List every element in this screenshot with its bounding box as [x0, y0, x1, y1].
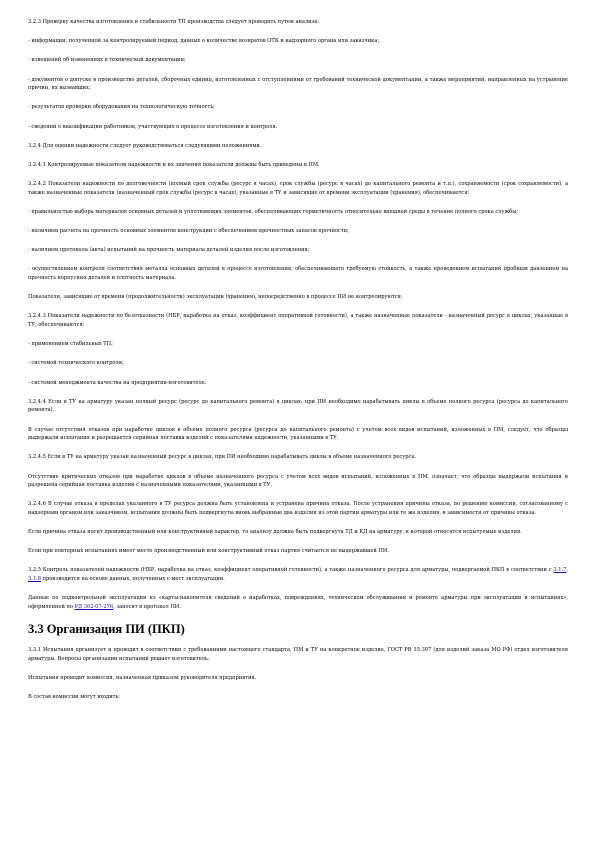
paragraph: В состав комиссии могут входить: [28, 693, 120, 700]
paragraph-text: Данные по подконтрольной эксплуатации из «карты-накопителя сведений о наработках, повреждениях, техническом обслуживании и ремонте арматуры при эксплуатации и испытаниях», оформленной по [28, 595, 568, 610]
list-item: - правильностью выбора материалов основных деталей и уплотняющих элементов, обеспечивающих герметичность относительно внешней среды в течение полного срока службы; [28, 208, 518, 215]
paragraph-with-links [28, 594, 568, 611]
list-item: - наличием расчета на прочность основных элементов конструкции с обеспечением прочностных запасов прочности; [28, 228, 349, 235]
list-item: - извещений об изменениях в технической документации; [28, 57, 186, 64]
list-item: - системой менеджмента качества на предприятии-изготовителе. [28, 379, 207, 386]
paragraph-text: , заносят в протокол ПИ. [113, 603, 181, 610]
paragraph: 3.2.4 Для оценки надежности следует руководствоваться следующими положениями. [28, 142, 262, 149]
list-item: - осуществлением контроля соответствия металла основных деталей в процессе изготовления, обеспечивающего требуемую стойкость, а также проведением испытаний пробным давлением на прочность корпусных деталей и плотность материала. [28, 266, 568, 282]
paragraph: Если при повторных испытаниях имеет место производственный или конструктивный отказ партия считается не выдержавшей ПИ. [28, 548, 389, 555]
paragraph: 3.2.4.4 Если в ТУ на арматуру указан полный ресурс (ресурс до капитального ремонта) в циклах, при ПИ необходимо нарабатывать циклы в объеме полного ресурса (ресурса до капитального ремонта). [28, 398, 568, 414]
list-item: - применением стабильных ТП; [28, 341, 113, 348]
paragraph-with-links [28, 566, 568, 583]
paragraph: Показатели, зависящие от времени (продолжительности) эксплуатации (хранения), непосредственно в процессе ПИ не контролируются. [28, 294, 403, 301]
list-item: - информации, полученной за контролируемый период, данных о количестве возвратов ОТК и надзорного органа или заказчика; [28, 38, 380, 45]
paragraph: Если причина отказа носит производственный или конструктивный характер, то анализу должна быть подвергнута ТД и КД на арматуру, к которой относятся испытуемые изделия. [28, 529, 522, 536]
paragraph: Испытания проводит комиссия, назначенная приказом руководителя предприятия. [28, 674, 257, 681]
link-3-1-8[interactable]: 3.1.8 [28, 576, 41, 583]
paragraph: 3.2.3 Проверку качества изготовления и стабильности ТП производства следует проводить путем анализа: [28, 19, 320, 25]
list-item: - документов о допуске в производство деталей, сборочных единиц, изготовленных с отступлениями от требований технической документации, а также мероприятий, направленных на устранение причин, их вызвавших; [28, 76, 568, 92]
paragraph: 3.2.4.1 Контролируемые показатели надежности и их значения показатели должны быть приведены в ПМ. [28, 161, 320, 168]
list-item: - системой технического контроля; [28, 360, 124, 367]
paragraph: Отсутствие критических отказов при наработке циклов в объеме назначенного ресурса с учетом всех видов испытаний, изложенных в ПМ, означает, что образцы выдержали испытания и разрешена серийная поставка изделий с назначенными показателями, указанными в ТУ. [28, 473, 568, 489]
paragraph-text: производится на основе данных, полученных с мест эксплуатации. [40, 576, 225, 583]
link-rd-302-07-276[interactable]: РД 302-07-276 [74, 603, 114, 610]
paragraph: 3.2.4.6 В случае отказа в пределах указанного в ТУ ресурса должна быть установлена и устранена причина отказа. После устранения причины отказа, по решению комиссии, согласованному с надзорным органом или заказчиком, испытания должны быть подвергнуты вновь выбранные два изделия из этой партии арматуры или те же изделия, в зависимости от причины отказа. [28, 501, 568, 516]
paragraph: 3.2.4.2 Показатели надежности по долговечности (полный срок службы (ресурс в часах), срок службы (ресурс в часах) до капитального ремонта и т.п.), сохраняемости (срок сохраняемости), а также назначенные показатели (назначенный срок службы (ресурс в часах), указанные в ТУ и зависящие от времени эксплуатации (хранения), обеспечиваются: [28, 181, 568, 196]
paragraph: 3.3.1 Испытания организует и проводит в соответствии с требованиями настоящего стандарта, ПМ и ТУ на конкретное изделие, ГОСТ РВ 15.307 (для изделий заказа МО РФ) отдел изготовителя арматуры. Вопросы организации испытаний решает изготовитель. [28, 647, 568, 662]
paragraph: 3.2.4.3 Показатели надежности по безотказности (НБР, наработка на отказ, коэффициент оперативной готовности), а также назначенные показатели - назначенный ресурс в циклах, указанные в ТУ, обеспечиваются: [28, 313, 568, 328]
paragraph: 3.2.4.5 Если в ТУ на арматуру указан назначенный ресурс в циклах, при ПИ необходимо нарабатывать циклы в объеме назначенного ресурса. [28, 454, 417, 461]
paragraph-text: , [566, 567, 568, 574]
paragraph-text: 3.2.5 Контроль показателей надежности (НБР, наработка на отказ, коэффициент оперативной готовности), а также назначенного ресурса для арматуры, подвергаемой ПКП в соответствии с [28, 567, 554, 574]
list-item: - наличием протокола (акта) испытаний на прочность материала деталей изделия после изготовления; [28, 247, 310, 254]
paragraph: В случае отсутствия отказов при наработке циклов в объеме полного ресурса (ресурса до капитального ремонта) с учетом всех видов испытаний, изложенных в ПМ, следует, что образцы выдержали испытания и разрешается серийная поставка изделий с показателями надежности, указанными в ТУ. [28, 426, 568, 442]
link-3-1-7[interactable]: 3.1.7 [553, 567, 567, 574]
document-page [28, 18, 568, 712]
section-heading: 3.3 Организация ПИ (ПКП) [28, 622, 185, 636]
list-item: - результатов проверки оборудования на технологическую точность; [28, 104, 215, 111]
list-item: - сведений о квалификации работников, участвующих в процессе изготовления и контроля. [28, 123, 278, 130]
